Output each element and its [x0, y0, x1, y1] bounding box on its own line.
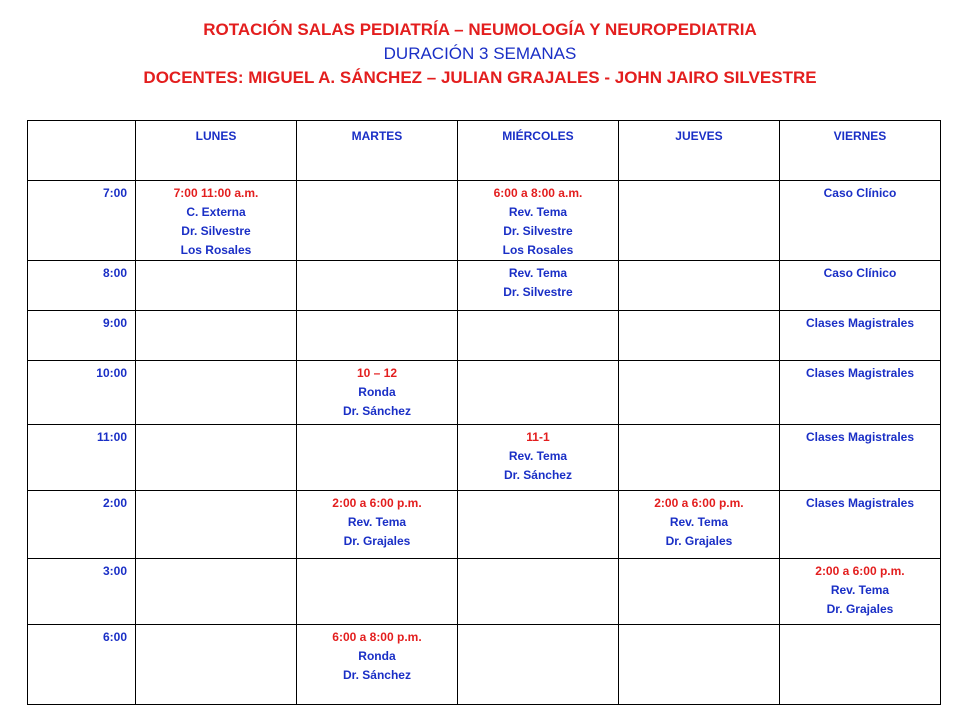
schedule-cell [296, 311, 457, 361]
table-row [28, 559, 941, 625]
schedule-cell [136, 559, 297, 625]
time-cell: 9:00 [28, 311, 136, 361]
entry-line: Dr. Sánchez [503, 468, 572, 482]
corner-cell [28, 121, 136, 181]
entry-line: C. Externa [186, 205, 246, 219]
document-title: ROTACIÓN SALAS PEDIATRÍA – NEUMOLOGÍA Y NEUROPEDIATRIA [203, 20, 757, 39]
entry-line: Los Rosales [180, 243, 252, 257]
entry-line: Clases Magistrales [805, 496, 914, 510]
schedule-cell [136, 491, 297, 559]
rotation-schedule-table [27, 120, 941, 705]
schedule-cell [779, 559, 940, 625]
entry-time: 6:00 a 8:00 a.m. [493, 186, 583, 200]
schedule-cell [457, 425, 618, 491]
entry-time: 2:00 a 6:00 p.m. [332, 496, 422, 510]
entry-line: Los Rosales [502, 243, 574, 257]
teachers-text: DOCENTES: MIGUEL A. SÁNCHEZ – JULIAN GRAJALES - JOHN JAIRO SILVESTRE [143, 68, 817, 87]
schedule-cell [457, 361, 618, 425]
table-row [28, 181, 941, 261]
schedule-cell [779, 425, 940, 491]
schedule-cell [296, 261, 457, 311]
entry-line: Dr. Silvestre [503, 224, 573, 238]
schedule-cell [618, 261, 779, 311]
schedule-cell [136, 181, 297, 261]
schedule-cell [779, 261, 940, 311]
schedule-cell [779, 311, 940, 361]
day-header: MARTES [296, 121, 457, 181]
header-row [28, 121, 941, 181]
entry-time: 6:00 a 8:00 p.m. [332, 630, 422, 644]
entry-line: Rev. Tema [347, 515, 407, 529]
entry-time: 11-1 [526, 430, 550, 444]
schedule-cell [618, 311, 779, 361]
entry-line: Dr. Grajales [343, 534, 411, 548]
schedule-cell [296, 559, 457, 625]
entry-line: Dr. Silvestre [503, 285, 573, 299]
schedule-cell [136, 425, 297, 491]
schedule-cell [618, 559, 779, 625]
entry-line: Dr. Sánchez [342, 668, 411, 682]
schedule-cell [618, 425, 779, 491]
entry-time: 2:00 a 6:00 p.m. [654, 496, 744, 510]
entry-line: Rev. Tema [508, 266, 568, 280]
schedule-cell [296, 361, 457, 425]
table-row [28, 491, 941, 559]
entry-line: Rev. Tema [508, 205, 568, 219]
schedule-cell [136, 261, 297, 311]
schedule-cell [618, 491, 779, 559]
time-cell: 2:00 [28, 491, 136, 559]
schedule-cell [136, 311, 297, 361]
entry-line: Ronda [358, 649, 396, 663]
schedule-cell [779, 181, 940, 261]
table-row [28, 311, 941, 361]
entry-line: Dr. Grajales [665, 534, 733, 548]
entry-line: Rev. Tema [508, 449, 568, 463]
entry-line: Caso Clínico [823, 186, 897, 200]
entry-line: Rev. Tema [830, 583, 890, 597]
day-header: JUEVES [618, 121, 779, 181]
entry-line: Ronda [358, 385, 396, 399]
schedule-cell [457, 491, 618, 559]
table-row [28, 361, 941, 425]
schedule-cell [296, 425, 457, 491]
schedule-cell [618, 625, 779, 705]
day-header: VIERNES [779, 121, 940, 181]
schedule-cell [618, 181, 779, 261]
schedule-cell [779, 625, 940, 705]
time-cell: 10:00 [28, 361, 136, 425]
schedule-cell [136, 625, 297, 705]
table-row [28, 261, 941, 311]
time-cell: 8:00 [28, 261, 136, 311]
schedule-cell [779, 361, 940, 425]
entry-time: 7:00 11:00 a.m. [173, 186, 259, 200]
entry-line: Caso Clínico [823, 266, 897, 280]
schedule-cell [296, 625, 457, 705]
document-header [0, 18, 960, 90]
entry-time: 10 – 12 [356, 366, 397, 380]
entry-line: Clases Magistrales [805, 366, 914, 380]
entry-line: Clases Magistrales [805, 316, 914, 330]
schedule-cell [457, 311, 618, 361]
day-header: MIÉRCOLES [457, 121, 618, 181]
entry-time: 2:00 a 6:00 p.m. [815, 564, 905, 578]
schedule-cell [618, 361, 779, 425]
schedule-cell [296, 181, 457, 261]
entry-line: Clases Magistrales [805, 430, 914, 444]
entry-line: Rev. Tema [669, 515, 729, 529]
schedule-cell [457, 261, 618, 311]
table-row [28, 425, 941, 491]
day-header: LUNES [136, 121, 297, 181]
duration-text: DURACIÓN 3 SEMANAS [383, 44, 577, 63]
schedule-cell [296, 491, 457, 559]
time-cell: 11:00 [28, 425, 136, 491]
table-row [28, 625, 941, 705]
time-cell: 3:00 [28, 559, 136, 625]
entry-line: Dr. Sánchez [342, 404, 411, 418]
time-cell: 6:00 [28, 625, 136, 705]
schedule-cell [457, 559, 618, 625]
schedule-cell [457, 625, 618, 705]
entry-line: Dr. Grajales [826, 602, 894, 616]
schedule-cell [457, 181, 618, 261]
schedule-cell [779, 491, 940, 559]
schedule-cell [136, 361, 297, 425]
entry-line: Dr. Silvestre [181, 224, 251, 238]
time-cell: 7:00 [28, 181, 136, 261]
